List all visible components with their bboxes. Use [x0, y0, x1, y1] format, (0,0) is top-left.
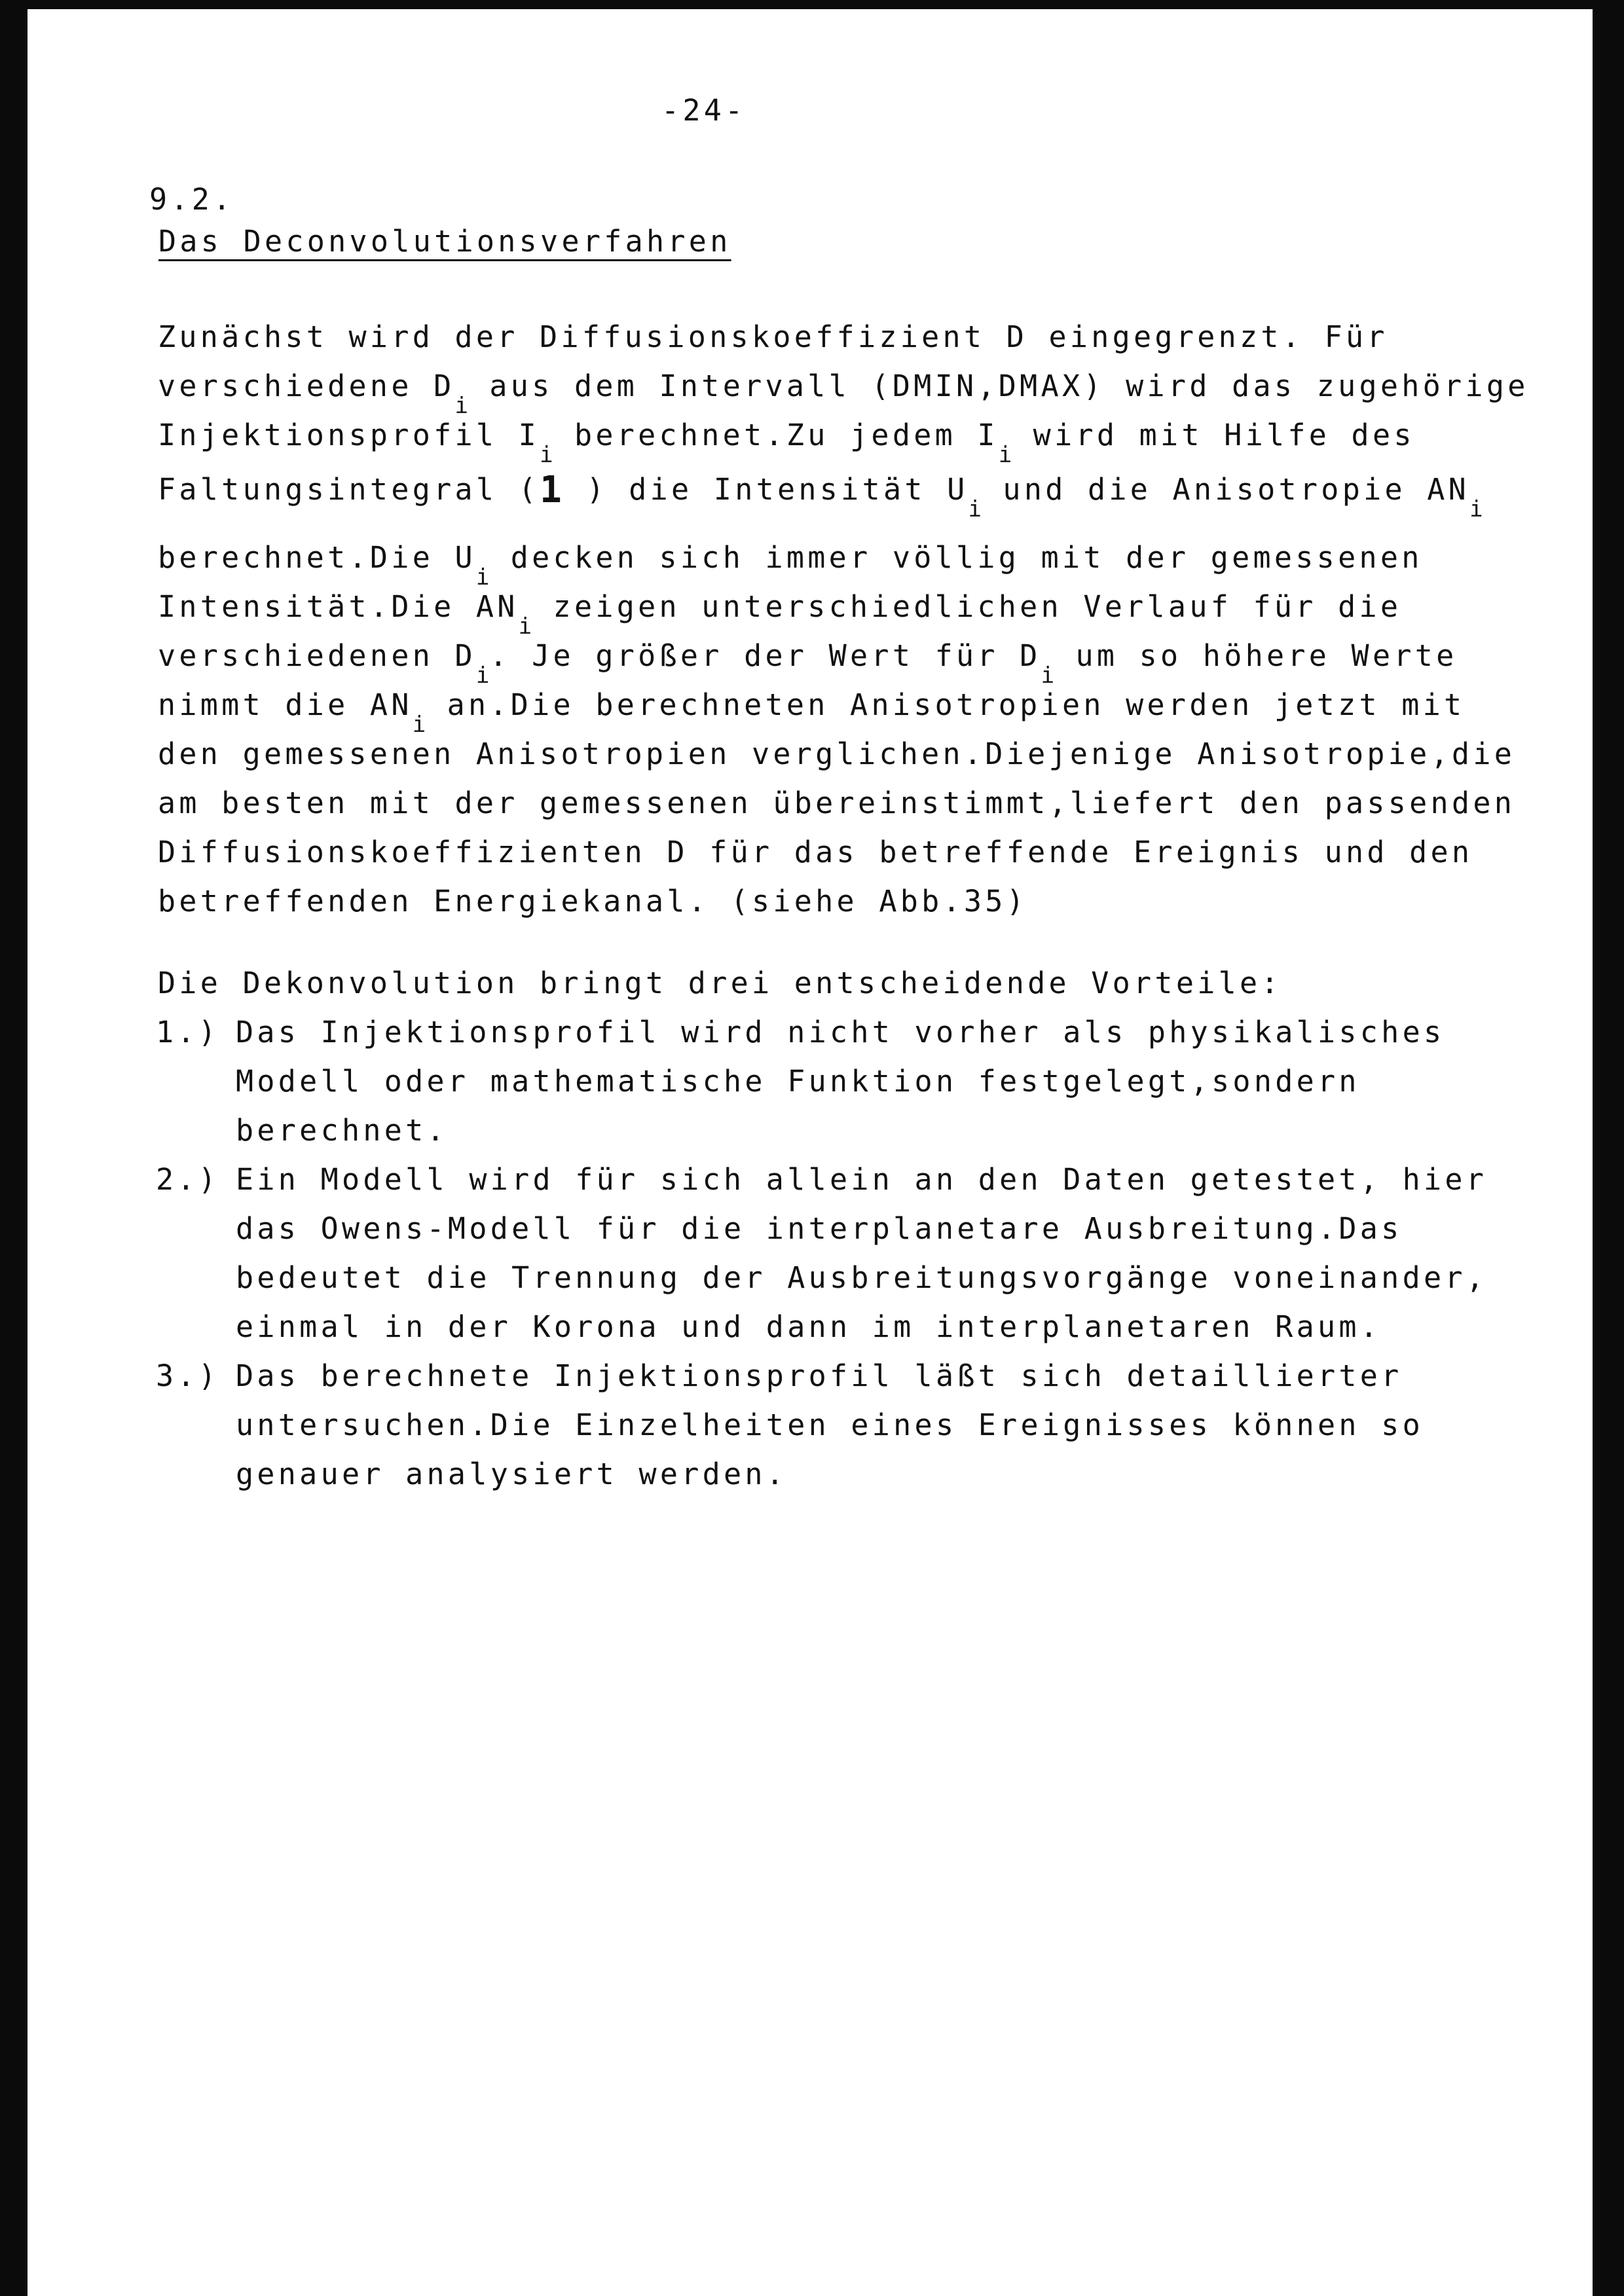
- list-intro: Die Dekonvolution bringt drei entscheidende Vorteile:: [158, 966, 1282, 1000]
- list-item-line: das Owens-Modell für die interplanetare Ausbreitung.Das: [236, 1211, 1403, 1246]
- paragraph-line: nimmt die $AN_i$ an.Die berechneten Anisotropien werden jetzt mit: [158, 687, 1466, 738]
- list-item-line: bedeutet die Trennung der Ausbreitungsvorgänge voneinander,: [236, 1260, 1488, 1295]
- subscript: i: [540, 442, 553, 468]
- paragraph-line: Intensität.Die $AN_i$ zeigen unterschiedlichen Verlauf für die: [158, 589, 1402, 640]
- list-item-line: untersuchen.Die Einzelheiten eines Ereignisses können so: [236, 1408, 1424, 1442]
- scan-border-top: [0, 0, 1624, 9]
- paragraph-line: berechnet.Die $U_i$ decken sich immer völlig mit der gemessenen: [158, 540, 1423, 591]
- paragraph-line: betreffenden Energiekanal. (siehe Abb.35): [158, 884, 1028, 919]
- scan-border-right: [1593, 0, 1624, 2296]
- subscript: i: [968, 496, 982, 522]
- page-number: -24-: [661, 93, 747, 128]
- list-item-line: einmal in der Korona und dann im interplanetaren Raum.: [236, 1309, 1382, 1344]
- paragraph-line: den gemessenen Anisotropien verglichen.Diejenige Anisotropie,die: [158, 737, 1516, 771]
- subscript: i: [412, 712, 426, 738]
- paragraph-line: Injektionsprofil $I_i$ berechnet.Zu jedem $I_i$ wird mit Hilfe des: [158, 418, 1415, 468]
- section-number: 9.2.: [149, 182, 234, 217]
- paragraph-line: Diffusionskoeffizienten D für das betreffende Ereignis und den: [158, 835, 1473, 869]
- subscript: i: [518, 613, 532, 640]
- subscript: i: [998, 442, 1012, 468]
- list-item-number: 2.): [156, 1162, 220, 1197]
- subscript: i: [475, 564, 490, 591]
- subscript: i: [1041, 663, 1055, 689]
- paragraph-line: verschiedene $D_i$ aus dem Intervall (DMIN,DMAX) wird das zugehörige: [158, 369, 1529, 419]
- handwritten-reference-numeral: 1: [540, 469, 566, 511]
- section-title: Das Deconvolutionsverfahren: [158, 224, 731, 259]
- list-item-line: Modell oder mathematische Funktion festgelegt,sondern: [236, 1064, 1360, 1099]
- list-item-line: Das Injektionsprofil wird nicht vorher als physikalisches: [236, 1015, 1445, 1049]
- list-item-number: 3.): [156, 1358, 220, 1393]
- subscript: i: [1469, 496, 1483, 522]
- scan-border-left: [0, 0, 28, 2296]
- document-page: [28, 9, 1593, 2296]
- paragraph-line: verschiedenen $D_i$. Je größer der Wert für $D_i$ um so höhere Werte: [158, 638, 1458, 689]
- list-item-line: genauer analysiert werden.: [236, 1457, 788, 1491]
- paragraph-line: Faltungsintegral (1 ) die Intensität $U_i$ und die Anisotropie $AN_i$: [158, 469, 1483, 522]
- subscript: i: [475, 663, 490, 689]
- list-item-number: 1.): [156, 1015, 220, 1049]
- subscript: i: [454, 393, 468, 419]
- list-item-line: berechnet.: [236, 1113, 448, 1148]
- list-item-line: Das berechnete Injektionsprofil läßt sich detaillierter: [236, 1358, 1403, 1393]
- paragraph-line: Zunächst wird der Diffusionskoeffizient D eingegrenzt. Für: [158, 319, 1388, 354]
- paragraph-line: am besten mit der gemessenen übereinstimmt,liefert den passenden: [158, 786, 1516, 820]
- list-item-line: Ein Modell wird für sich allein an den Daten getestet, hier: [236, 1162, 1488, 1197]
